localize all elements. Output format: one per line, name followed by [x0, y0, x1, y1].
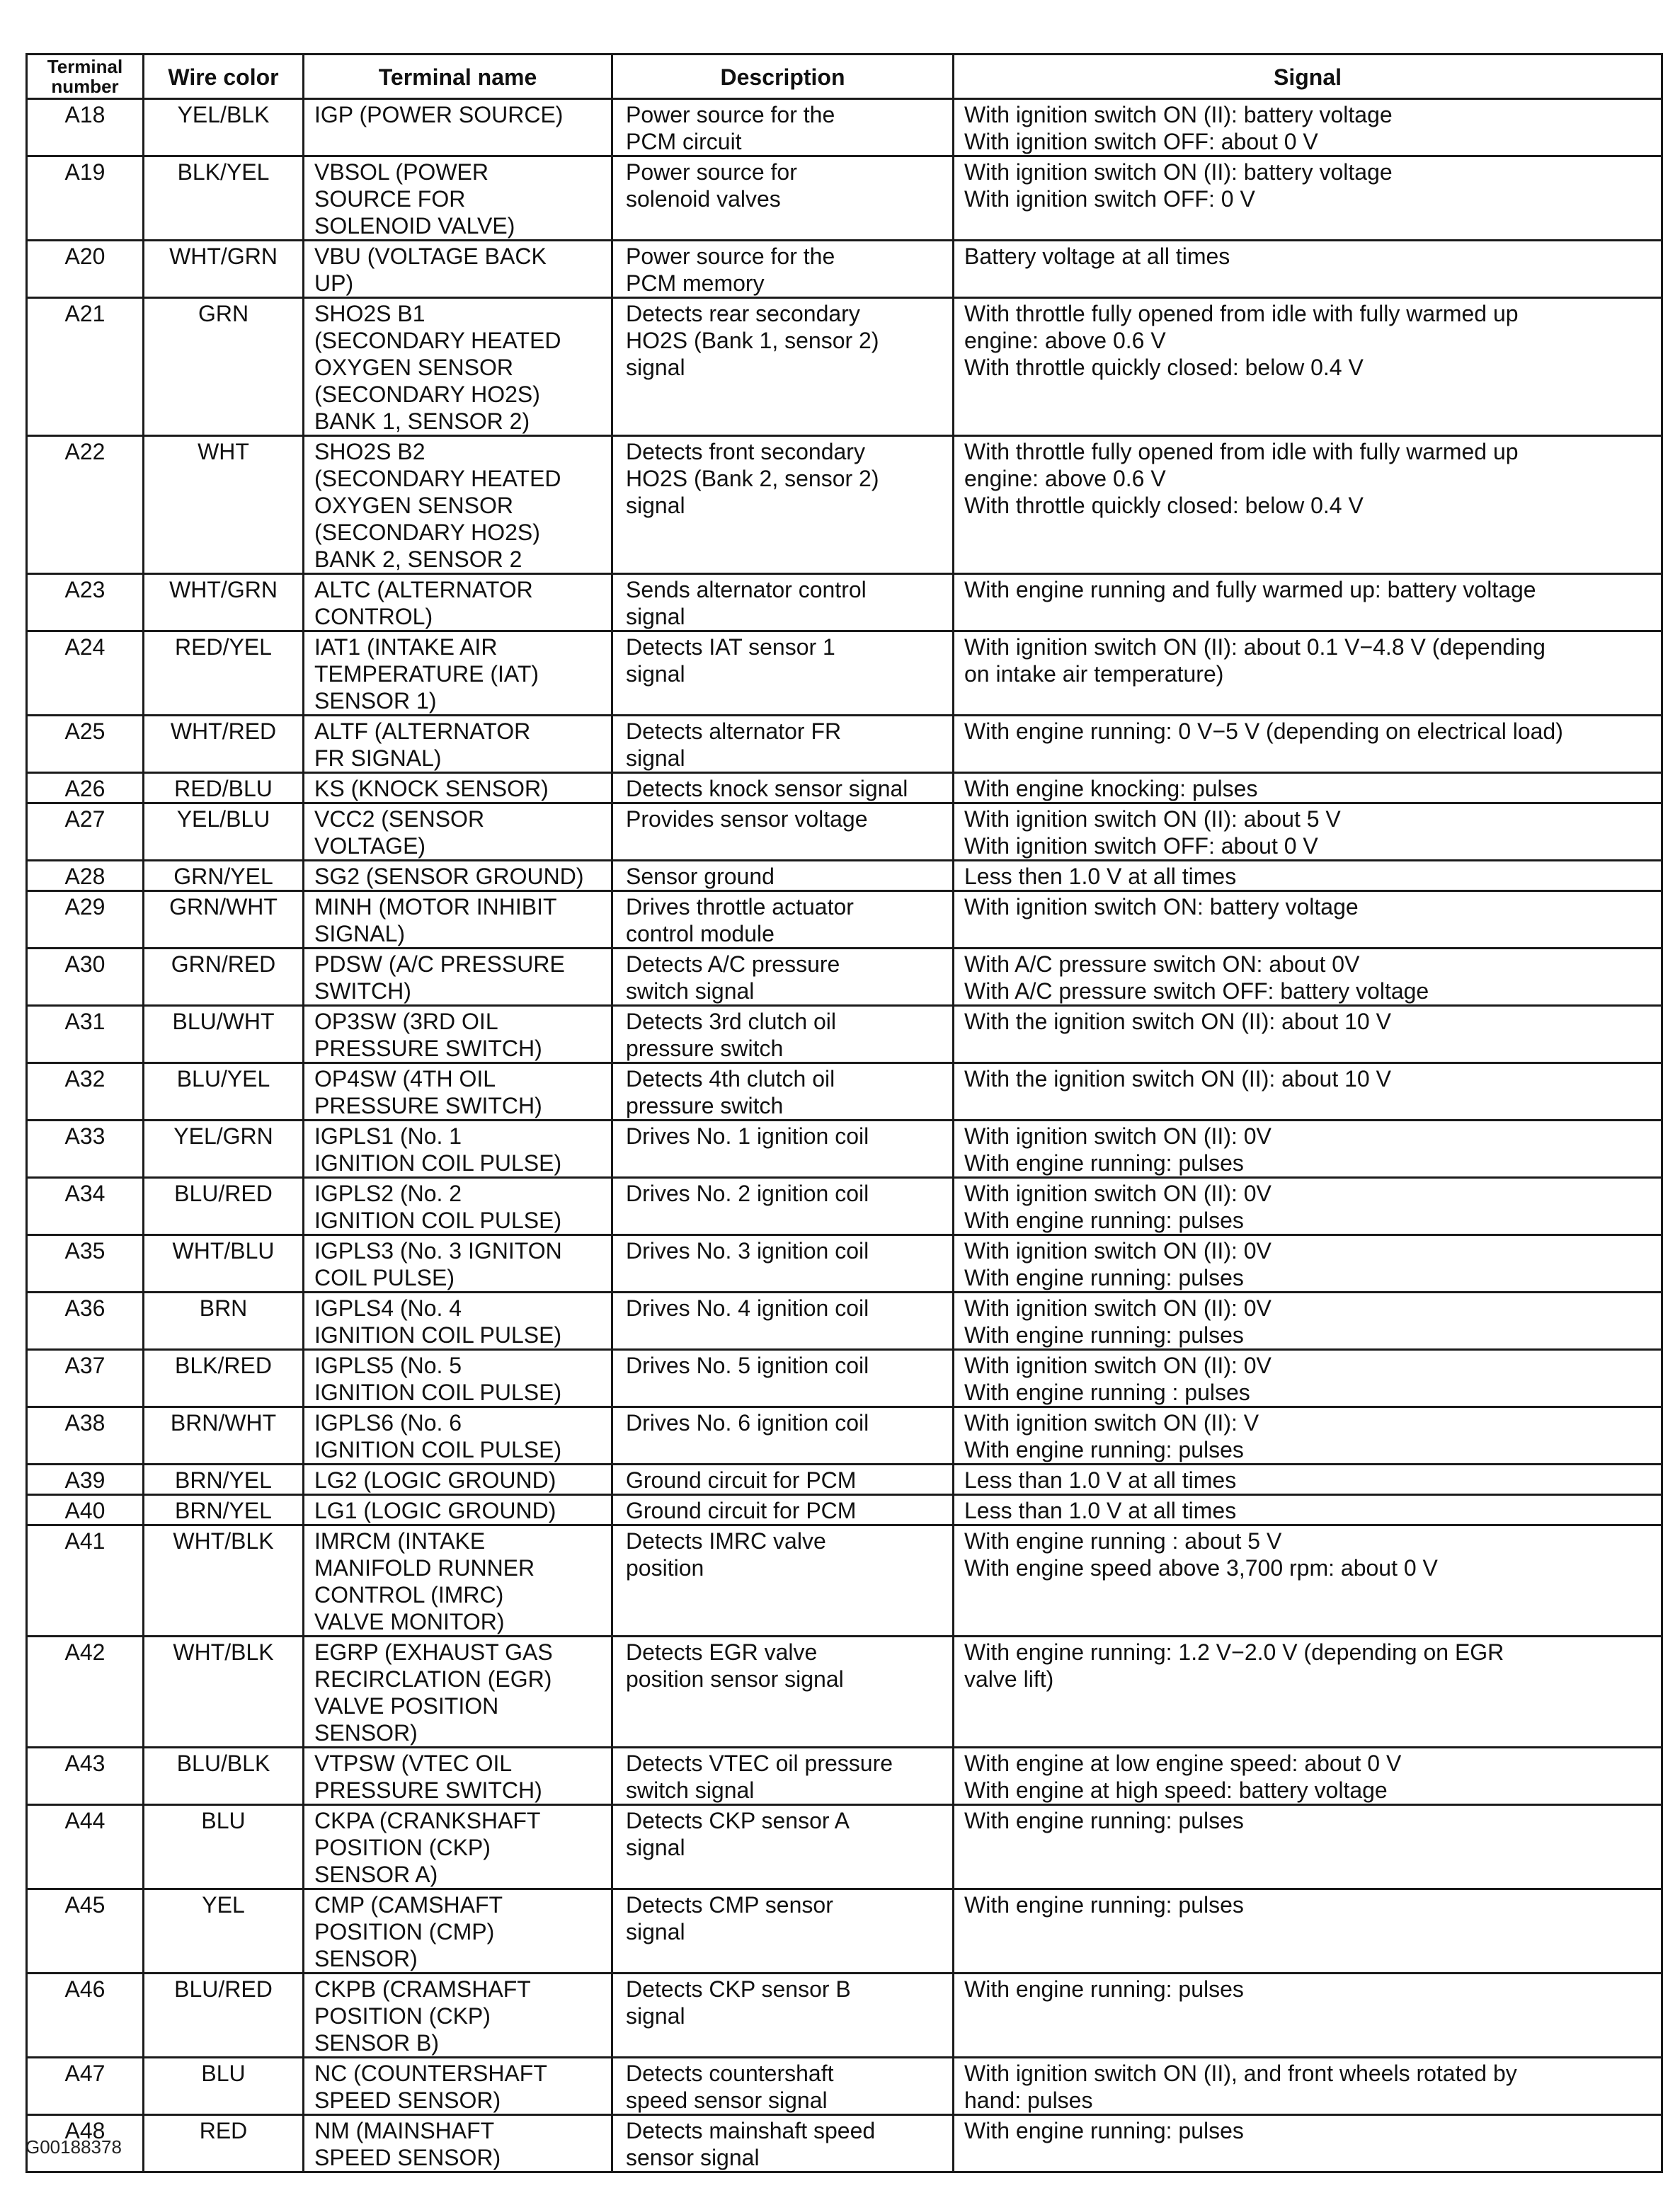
table-row: [27, 1889, 1662, 1974]
cell-terminal-number: A36: [27, 1293, 144, 1350]
cell-terminal-name: OP4SW (4TH OIL PRESSURE SWITCH): [304, 1063, 612, 1121]
cell-signal: With ignition switch ON (II), and front wheels rotated by hand: pulses: [954, 2058, 1662, 2115]
cell-signal: With ignition switch ON (II): battery voltage With ignition switch OFF: 0 V: [954, 156, 1662, 241]
cell-terminal-number: A21: [27, 298, 144, 436]
cell-description: Detects alternator FR signal: [612, 716, 954, 773]
table-row: [27, 1350, 1662, 1407]
cell-terminal-number: A43: [27, 1748, 144, 1805]
cell-terminal-number: A40: [27, 1495, 144, 1525]
cell-terminal-number: A30: [27, 949, 144, 1006]
cell-terminal-number: A32: [27, 1063, 144, 1121]
cell-terminal-number: A23: [27, 574, 144, 631]
cell-terminal-number: A22: [27, 436, 144, 574]
table-row: [27, 716, 1662, 773]
header-row: [27, 55, 1662, 99]
cell-wire-color: BRN: [144, 1293, 304, 1350]
cell-wire-color: BLU/YEL: [144, 1063, 304, 1121]
cell-signal: Less then 1.0 V at all times: [954, 861, 1662, 891]
cell-terminal-number: A28: [27, 861, 144, 891]
cell-wire-color: BLU: [144, 1805, 304, 1889]
cell-signal: With engine running: 0 V−5 V (depending on electrical load): [954, 716, 1662, 773]
table-row: [27, 1637, 1662, 1748]
cell-terminal-name: MINH (MOTOR INHIBIT SIGNAL): [304, 891, 612, 949]
cell-terminal-name: IGPLS4 (No. 4 IGNITION COIL PULSE): [304, 1293, 612, 1350]
cell-terminal-name: IAT1 (INTAKE AIR TEMPERATURE (IAT) SENSOR 1): [304, 631, 612, 716]
cell-wire-color: GRN/YEL: [144, 861, 304, 891]
cell-terminal-name: CKPA (CRANKSHAFT POSITION (CKP) SENSOR A): [304, 1805, 612, 1889]
cell-wire-color: WHT/GRN: [144, 574, 304, 631]
cell-description: Ground circuit for PCM: [612, 1495, 954, 1525]
table-row: [27, 891, 1662, 949]
table-row: [27, 1178, 1662, 1235]
cell-wire-color: GRN/RED: [144, 949, 304, 1006]
cell-terminal-number: A47: [27, 2058, 144, 2115]
cell-description: Detects CKP sensor A signal: [612, 1805, 954, 1889]
cell-signal: With ignition switch ON (II): 0V With engine running: pulses: [954, 1121, 1662, 1178]
cell-terminal-name: LG1 (LOGIC GROUND): [304, 1495, 612, 1525]
cell-description: Detects rear secondary HO2S (Bank 1, sensor 2) signal: [612, 298, 954, 436]
cell-terminal-number: A44: [27, 1805, 144, 1889]
cell-description: Detects IAT sensor 1 signal: [612, 631, 954, 716]
pcm-terminal-table: [25, 53, 1663, 2173]
table-row: [27, 1063, 1662, 1121]
cell-terminal-name: IGP (POWER SOURCE): [304, 99, 612, 156]
cell-terminal-name: NC (COUNTERSHAFT SPEED SENSOR): [304, 2058, 612, 2115]
table-row: [27, 949, 1662, 1006]
cell-wire-color: YEL: [144, 1889, 304, 1974]
cell-signal: Less than 1.0 V at all times: [954, 1495, 1662, 1525]
cell-description: Detects IMRC valve position: [612, 1525, 954, 1637]
cell-signal: With ignition switch ON (II): about 0.1 V−4.8 V (depending on intake air temperature): [954, 631, 1662, 716]
cell-signal: With ignition switch ON (II): 0V With engine running: pulses: [954, 1178, 1662, 1235]
table-row: [27, 773, 1662, 803]
table-row: [27, 574, 1662, 631]
table-row: [27, 1495, 1662, 1525]
cell-signal: With engine running and fully warmed up: battery voltage: [954, 574, 1662, 631]
table-row: [27, 861, 1662, 891]
cell-terminal-name: EGRP (EXHAUST GAS RECIRCLATION (EGR) VALVE POSITION SENSOR): [304, 1637, 612, 1748]
cell-terminal-number: A19: [27, 156, 144, 241]
cell-terminal-name: LG2 (LOGIC GROUND): [304, 1465, 612, 1495]
cell-terminal-number: A38: [27, 1407, 144, 1465]
cell-description: Sensor ground: [612, 861, 954, 891]
cell-terminal-name: IGPLS2 (No. 2 IGNITION COIL PULSE): [304, 1178, 612, 1235]
cell-signal: With A/C pressure switch ON: about 0V With A/C pressure switch OFF: battery voltage: [954, 949, 1662, 1006]
cell-signal: Less than 1.0 V at all times: [954, 1465, 1662, 1495]
table-row: [27, 1006, 1662, 1063]
cell-description: Detects mainshaft speed sensor signal: [612, 2115, 954, 2172]
cell-description: Drives throttle actuator control module: [612, 891, 954, 949]
table-row: [27, 803, 1662, 861]
cell-terminal-name: IGPLS1 (No. 1 IGNITION COIL PULSE): [304, 1121, 612, 1178]
cell-terminal-number: A41: [27, 1525, 144, 1637]
cell-wire-color: BLU/WHT: [144, 1006, 304, 1063]
cell-signal: With ignition switch ON (II): 0V With engine running: pulses: [954, 1235, 1662, 1293]
cell-wire-color: YEL/BLK: [144, 99, 304, 156]
cell-signal: With engine at low engine speed: about 0 V With engine at high speed: battery voltage: [954, 1748, 1662, 1805]
table-row: [27, 1121, 1662, 1178]
cell-terminal-name: IGPLS3 (No. 3 IGNITON COIL PULSE): [304, 1235, 612, 1293]
cell-description: Detects knock sensor signal: [612, 773, 954, 803]
cell-description: Drives No. 1 ignition coil: [612, 1121, 954, 1178]
cell-signal: With ignition switch ON (II): V With engine running: pulses: [954, 1407, 1662, 1465]
table-row: [27, 1465, 1662, 1495]
cell-terminal-number: A39: [27, 1465, 144, 1495]
cell-wire-color: BLU/BLK: [144, 1748, 304, 1805]
cell-terminal-number: A20: [27, 241, 144, 298]
table-row: [27, 156, 1662, 241]
cell-wire-color: RED/BLU: [144, 773, 304, 803]
cell-signal: With ignition switch ON (II): 0V With engine running : pulses: [954, 1350, 1662, 1407]
table-row: [27, 436, 1662, 574]
cell-terminal-number: A37: [27, 1350, 144, 1407]
cell-wire-color: WHT/GRN: [144, 241, 304, 298]
table-row: [27, 241, 1662, 298]
cell-wire-color: YEL/GRN: [144, 1121, 304, 1178]
cell-terminal-name: VBU (VOLTAGE BACK UP): [304, 241, 612, 298]
cell-terminal-number: A18: [27, 99, 144, 156]
cell-signal: With ignition switch ON (II): about 5 V With ignition switch OFF: about 0 V: [954, 803, 1662, 861]
cell-wire-color: YEL/BLU: [144, 803, 304, 861]
cell-description: Drives No. 4 ignition coil: [612, 1293, 954, 1350]
table-row: [27, 2115, 1662, 2172]
cell-signal: With throttle fully opened from idle with fully warmed up engine: above 0.6 V With throttle quickly closed: below 0.4 V: [954, 436, 1662, 574]
cell-wire-color: BRN/YEL: [144, 1495, 304, 1525]
cell-description: Detects countershaft speed sensor signal: [612, 2058, 954, 2115]
terminal-table-page: [25, 53, 1661, 2173]
cell-terminal-name: VCC2 (SENSOR VOLTAGE): [304, 803, 612, 861]
header-terminal-number: Terminal number: [27, 55, 144, 99]
cell-wire-color: WHT/BLK: [144, 1637, 304, 1748]
cell-terminal-number: A46: [27, 1974, 144, 2058]
header-signal: Signal: [954, 55, 1662, 99]
cell-terminal-number: A42: [27, 1637, 144, 1748]
cell-wire-color: BLK/YEL: [144, 156, 304, 241]
table-row: [27, 1805, 1662, 1889]
cell-signal: With engine running: 1.2 V−2.0 V (depending on EGR valve lift): [954, 1637, 1662, 1748]
header-terminal-name: Terminal name: [304, 55, 612, 99]
cell-wire-color: BRN/WHT: [144, 1407, 304, 1465]
cell-terminal-name: ALTC (ALTERNATOR CONTROL): [304, 574, 612, 631]
cell-description: Drives No. 6 ignition coil: [612, 1407, 954, 1465]
table-row: [27, 631, 1662, 716]
cell-terminal-name: SHO2S B2 (SECONDARY HEATED OXYGEN SENSOR (SECONDARY HO2S) BANK 2, SENSOR 2: [304, 436, 612, 574]
cell-description: Detects EGR valve position sensor signal: [612, 1637, 954, 1748]
cell-terminal-name: SG2 (SENSOR GROUND): [304, 861, 612, 891]
cell-terminal-number: A31: [27, 1006, 144, 1063]
cell-wire-color: BLK/RED: [144, 1350, 304, 1407]
cell-wire-color: BLU: [144, 2058, 304, 2115]
table-row: [27, 2058, 1662, 2115]
cell-description: Detects A/C pressure switch signal: [612, 949, 954, 1006]
header-description: Description: [612, 55, 954, 99]
cell-description: Detects CMP sensor signal: [612, 1889, 954, 1974]
cell-terminal-name: CMP (CAMSHAFT POSITION (CMP) SENSOR): [304, 1889, 612, 1974]
cell-terminal-number: A34: [27, 1178, 144, 1235]
cell-description: Drives No. 3 ignition coil: [612, 1235, 954, 1293]
cell-description: Drives No. 2 ignition coil: [612, 1178, 954, 1235]
cell-signal: Battery voltage at all times: [954, 241, 1662, 298]
cell-signal: With engine running : about 5 V With engine speed above 3,700 rpm: about 0 V: [954, 1525, 1662, 1637]
table-row: [27, 99, 1662, 156]
cell-terminal-name: IMRCM (INTAKE MANIFOLD RUNNER CONTROL (IMRC) VALVE MONITOR): [304, 1525, 612, 1637]
cell-terminal-name: VTPSW (VTEC OIL PRESSURE SWITCH): [304, 1748, 612, 1805]
cell-terminal-name: VBSOL (POWER SOURCE FOR SOLENOID VALVE): [304, 156, 612, 241]
cell-terminal-number: A45: [27, 1889, 144, 1974]
cell-terminal-number: A24: [27, 631, 144, 716]
table-row: [27, 1293, 1662, 1350]
cell-wire-color: BLU/RED: [144, 1178, 304, 1235]
cell-wire-color: WHT: [144, 436, 304, 574]
cell-description: Power source for solenoid valves: [612, 156, 954, 241]
cell-description: Detects VTEC oil pressure switch signal: [612, 1748, 954, 1805]
cell-description: Drives No. 5 ignition coil: [612, 1350, 954, 1407]
cell-signal: With ignition switch ON: battery voltage: [954, 891, 1662, 949]
cell-signal: With the ignition switch ON (II): about 10 V: [954, 1063, 1662, 1121]
cell-terminal-number: A26: [27, 773, 144, 803]
cell-signal: With ignition switch ON (II): battery voltage With ignition switch OFF: about 0 V: [954, 99, 1662, 156]
cell-terminal-name: IGPLS6 (No. 6 IGNITION COIL PULSE): [304, 1407, 612, 1465]
cell-signal: With engine running: pulses: [954, 1974, 1662, 2058]
cell-signal: With engine knocking: pulses: [954, 773, 1662, 803]
cell-wire-color: GRN: [144, 298, 304, 436]
cell-signal: With ignition switch ON (II): 0V With engine running: pulses: [954, 1293, 1662, 1350]
cell-description: Ground circuit for PCM: [612, 1465, 954, 1495]
cell-terminal-name: ALTF (ALTERNATOR FR SIGNAL): [304, 716, 612, 773]
cell-terminal-number: A48: [27, 2115, 144, 2172]
cell-terminal-number: A25: [27, 716, 144, 773]
cell-description: Power source for the PCM circuit: [612, 99, 954, 156]
cell-terminal-name: OP3SW (3RD OIL PRESSURE SWITCH): [304, 1006, 612, 1063]
cell-wire-color: BRN/YEL: [144, 1465, 304, 1495]
cell-description: Power source for the PCM memory: [612, 241, 954, 298]
cell-description: Sends alternator control signal: [612, 574, 954, 631]
cell-wire-color: WHT/BLK: [144, 1525, 304, 1637]
cell-description: Detects front secondary HO2S (Bank 2, sensor 2) signal: [612, 436, 954, 574]
cell-terminal-name: KS (KNOCK SENSOR): [304, 773, 612, 803]
cell-terminal-number: A29: [27, 891, 144, 949]
table-row: [27, 298, 1662, 436]
table-row: [27, 1974, 1662, 2058]
table-row: [27, 1235, 1662, 1293]
cell-description: Detects 3rd clutch oil pressure switch: [612, 1006, 954, 1063]
cell-terminal-name: IGPLS5 (No. 5 IGNITION COIL PULSE): [304, 1350, 612, 1407]
cell-description: Detects CKP sensor B signal: [612, 1974, 954, 2058]
cell-wire-color: BLU/RED: [144, 1974, 304, 2058]
cell-wire-color: WHT/BLU: [144, 1235, 304, 1293]
cell-signal: With throttle fully opened from idle with fully warmed up engine: above 0.6 V With throttle quickly closed: below 0.4 V: [954, 298, 1662, 436]
cell-wire-color: RED: [144, 2115, 304, 2172]
table-row: [27, 1748, 1662, 1805]
cell-signal: With engine running: pulses: [954, 1805, 1662, 1889]
cell-description: Provides sensor voltage: [612, 803, 954, 861]
cell-terminal-name: NM (MAINSHAFT SPEED SENSOR): [304, 2115, 612, 2172]
cell-wire-color: RED/YEL: [144, 631, 304, 716]
cell-signal: With engine running: pulses: [954, 1889, 1662, 1974]
cell-wire-color: GRN/WHT: [144, 891, 304, 949]
cell-description: Detects 4th clutch oil pressure switch: [612, 1063, 954, 1121]
table-row: [27, 1407, 1662, 1465]
cell-terminal-name: PDSW (A/C PRESSURE SWITCH): [304, 949, 612, 1006]
header-wire-color: Wire color: [144, 55, 304, 99]
cell-terminal-number: A27: [27, 803, 144, 861]
figure-id: G00188378: [25, 2136, 122, 2158]
cell-terminal-name: SHO2S B1 (SECONDARY HEATED OXYGEN SENSOR (SECONDARY HO2S) BANK 1, SENSOR 2): [304, 298, 612, 436]
cell-terminal-name: CKPB (CRAMSHAFT POSITION (CKP) SENSOR B): [304, 1974, 612, 2058]
cell-terminal-number: A33: [27, 1121, 144, 1178]
cell-signal: With the ignition switch ON (II): about 10 V: [954, 1006, 1662, 1063]
cell-terminal-number: A35: [27, 1235, 144, 1293]
cell-signal: With engine running: pulses: [954, 2115, 1662, 2172]
table-row: [27, 1525, 1662, 1637]
cell-wire-color: WHT/RED: [144, 716, 304, 773]
